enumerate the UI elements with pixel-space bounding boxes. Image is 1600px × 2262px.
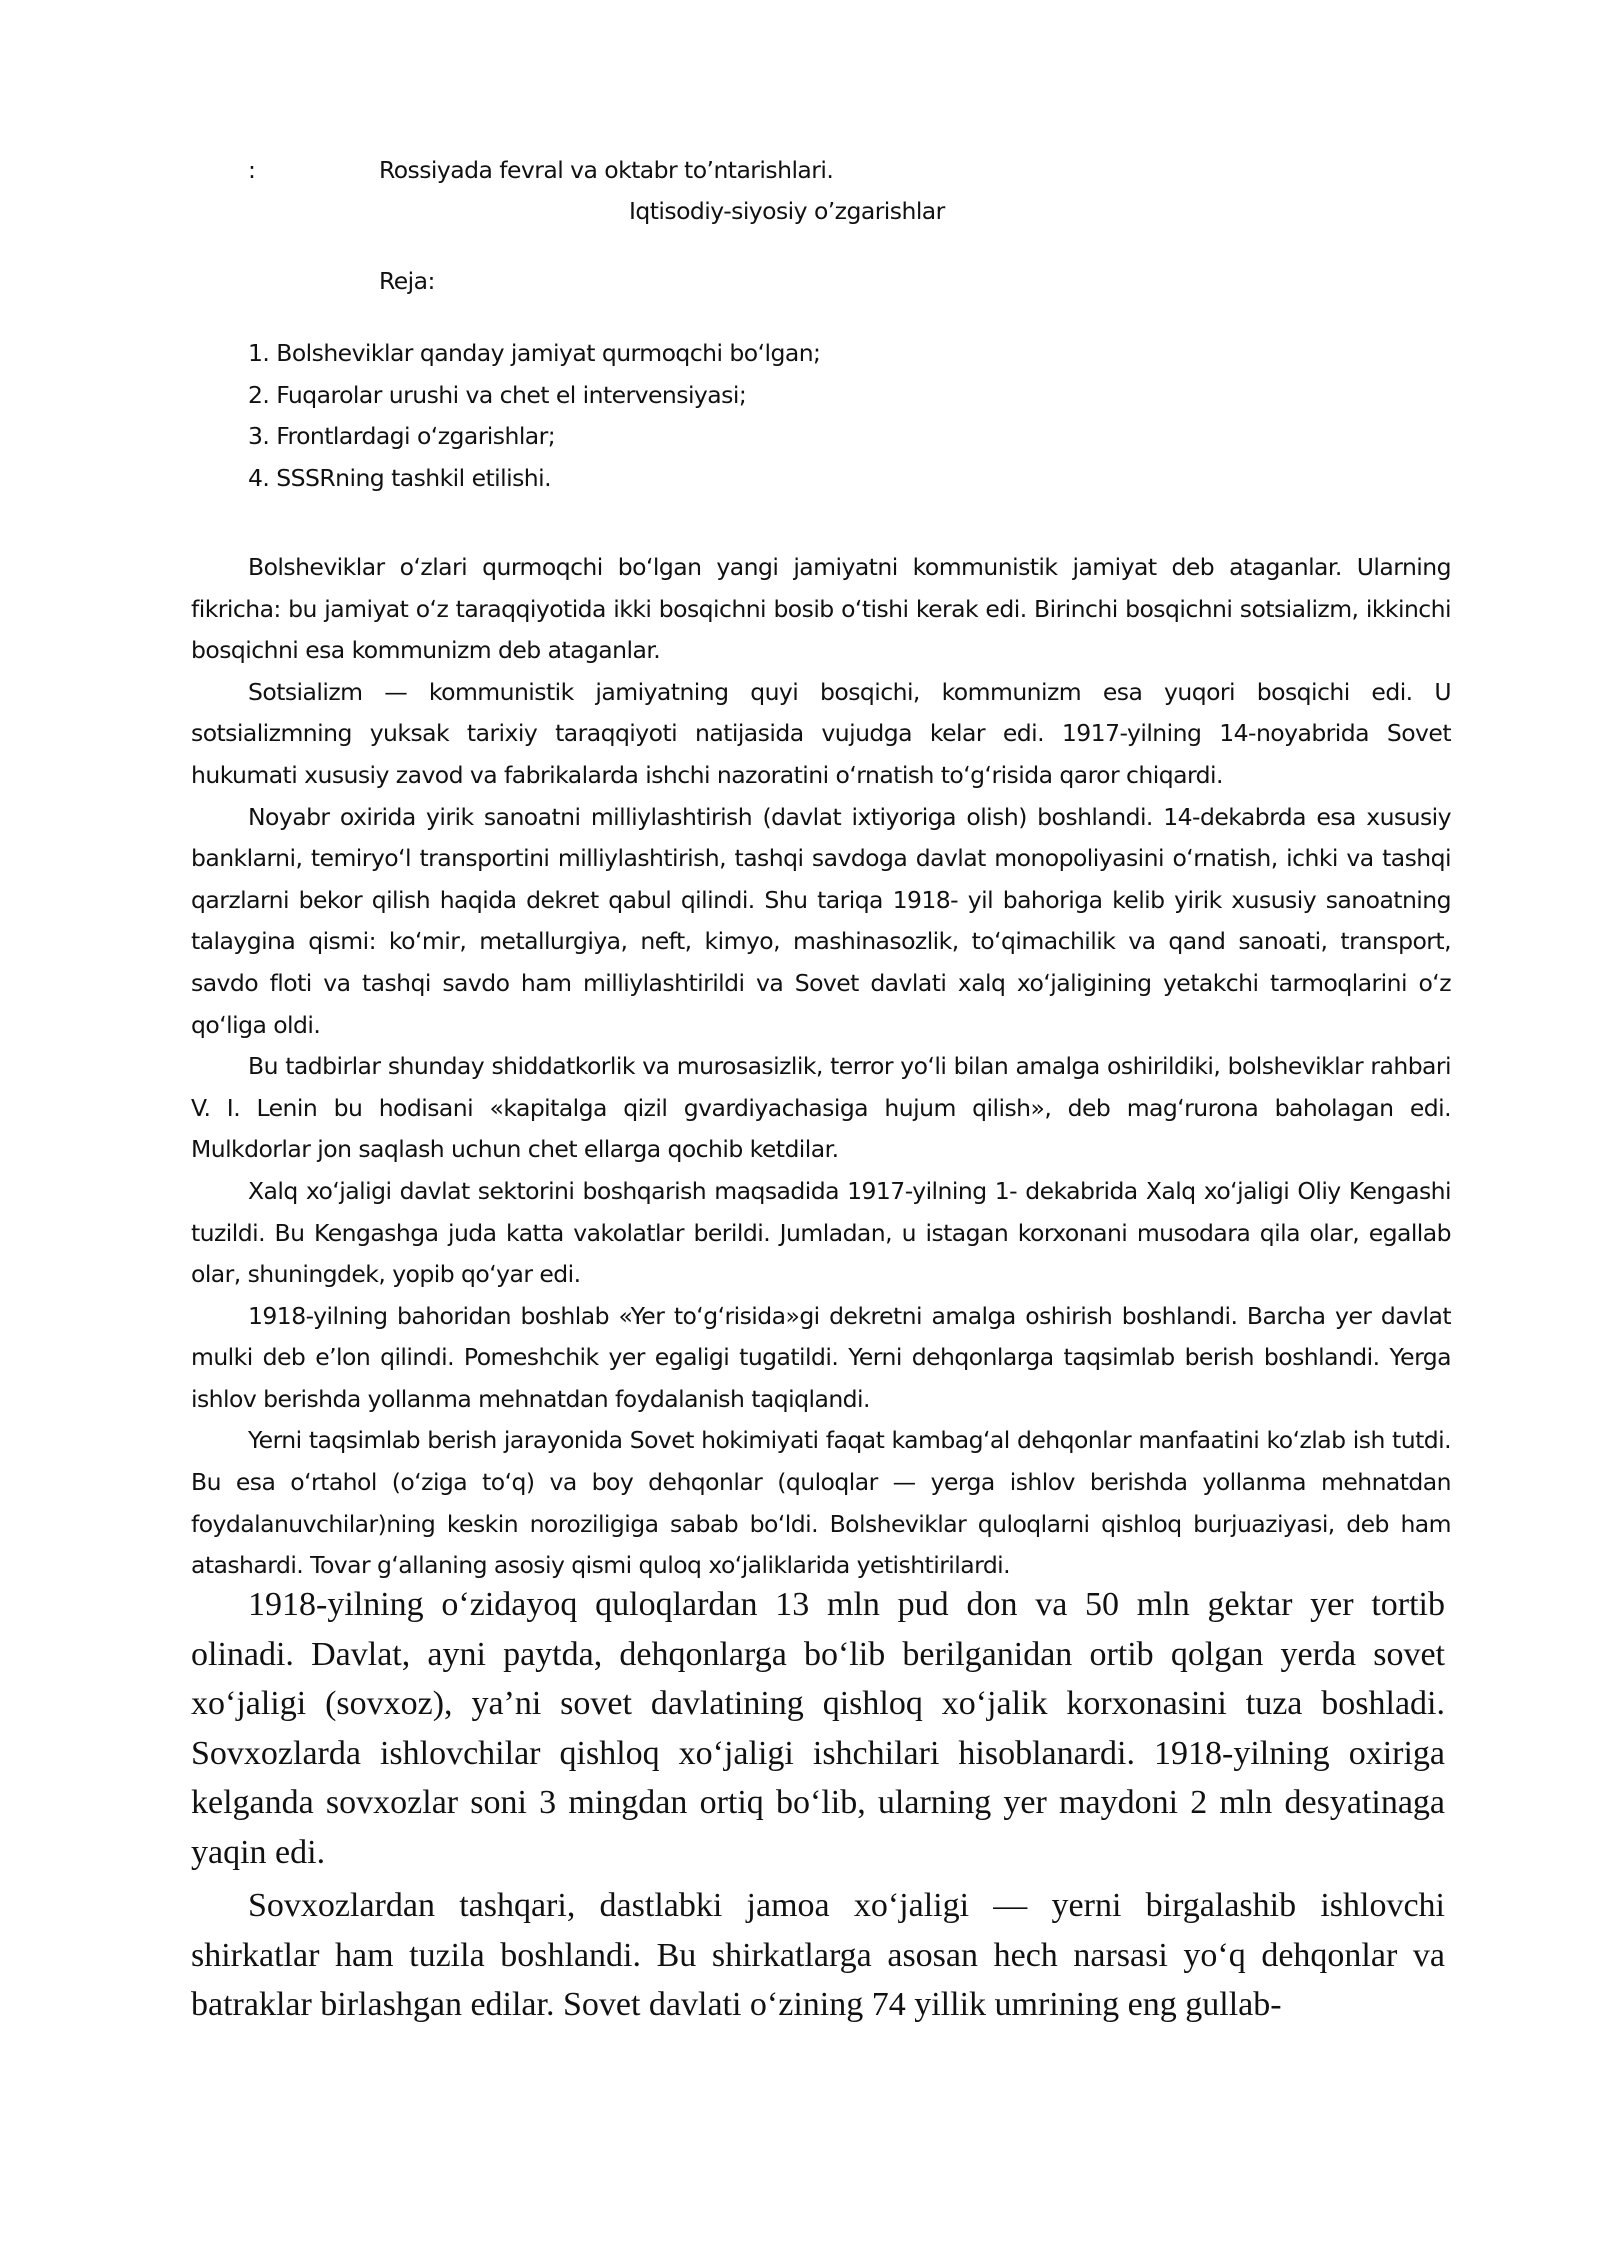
- paragraph: 1918-yilning bahoridan boshlab «Yer toʻgʻrisida»gi dekretni amalga oshirish boshlandi. Barcha yer davlat mulki deb e’lon qilindi. Pomeshchik yer egaligi tugatildi. Yerni dehqonlarga taqsimlab berish boshlandi. Yerga ishlov berishda yollanma mehnatdan foydalanish taqiqlandi.: [191, 1301, 1451, 1413]
- paragraph: 1918-yilning oʻzidayoq quloqlardan 13 mln pud don va 50 mln gektar yer tortib olinadi. Davlat, ayni paytda, dehqonlarga boʻlib berilganidan ortib qolgan yerda sovet xoʻjaligi (sovxoz), ya’ni sovet davlatining qishloq xoʻjalik korxonasini tuza boshladi. Sovxozlarda ishlovchilar qishloq xoʻjaligi ishchilari hisoblanardi. 1918-yilning oxiriga kelganda sovxozlar soni 3 mingdan ortiq boʻlib, ularning yer maydoni 2 mln desyatinaga yaqin edi.: [191, 1586, 1445, 1871]
- paragraph: Sovxozlardan tashqari, dastlabki jamoa xoʻjaligi — yerni birgalashib ishlovchi shirkatlar ham tuzila boshlandi. Bu shirkatlarga asosan hech narsasi yoʻq dehqonlar va batraklar birlashgan edilar. Sovet davlati oʻzining 74 yillik umrining eng gullab-: [191, 1887, 1445, 2023]
- topic-title: Rossiyada fevral va oktabr to’ntarishlari.: [379, 156, 834, 184]
- plan-heading: Reja:: [379, 267, 435, 295]
- paragraph: Sotsializm — kommunistik jamiyatning quyi bosqichi, kommunizm esa yuqori bosqichi edi. U sotsializmning yuksak tarixiy taraqqiyoti natijasida vujudga kelar edi. 1917-yilning 14-noyabrida Sovet hukumati xususiy zavod va fabrikalarda ishchi nazoratini oʻrnatish toʻgʻrisida qaror chiqardi.: [191, 677, 1451, 789]
- plan-item: 4. SSSRning tashkil etilishi.: [248, 463, 552, 492]
- body-text-small: [191, 547, 1451, 1587]
- plan-item: 1. Bolsheviklar qanday jamiyat qurmoqchi boʻlgan;: [248, 339, 821, 367]
- paragraph: Yerni taqsimlab berish jarayonida Sovet hokimiyati faqat kambagʻal dehqonlar manfaatini koʻzlab ish tutdi. Bu esa oʻrtahol (oʻziga toʻq) va boy dehqonlar (quloqlar — yerga ishlov berishda yollanma mehnatdan foydalanuvchilar)ning keskin noroziligiga sabab boʻldi. Bolsheviklar quloqlarni qishloq burjuaziyasi, deb ham atashardi. Tovar gʻallaning asosiy qismi quloq xoʻjaliklarida yetishtirilardi.: [191, 1426, 1451, 1580]
- paragraph: Bu tadbirlar shunday shiddatkorlik va murosasizlik, terror yoʻli bilan amalga oshirildiki, bolsheviklar rahbari V. I. Lenin bu hodisani «kapitalga qizil gvardiyachasiga hujum qilish», deb magʻrurona baholagan edi. Mulkdorlar jon saqlash uchun chet ellarga qochib ketdilar.: [191, 1052, 1451, 1164]
- plan-list: [248, 333, 820, 499]
- header-colon: :: [248, 156, 256, 184]
- paragraph: Xalq xoʻjaligi davlat sektorini boshqarish maqsadida 1917-yilning 1- dekabrida Xalq xoʻjaligi Oliy Kengashi tuzildi. Bu Kengashga juda katta vakolatlar berildi. Jumladan, u istagan korxonani musodara qila olar, egallab olar, shuningdek, yopib qoʻyar edi.: [191, 1176, 1451, 1289]
- body-text-large: [191, 1580, 1445, 2030]
- paragraph: Bolsheviklar oʻzlari qurmoqchi boʻlgan yangi jamiyatni kommunistik jamiyat deb ataganlar. Ularning fikricha: bu jamiyat oʻz taraqqiyotida ikki bosqichni bosib oʻtishi kerak edi. Birinchi bosqichni sotsializm, ikkinchi bosqichni esa kommunizm deb ataganlar.: [191, 553, 1451, 665]
- plan-item: 2. Fuqarolar urushi va chet el intervensiyasi;: [248, 380, 747, 409]
- plan-item: 3. Frontlardagi oʻzgarishlar;: [248, 422, 556, 450]
- topic-subtitle: Iqtisodiy-siyosiy o’zgarishlar: [629, 197, 945, 225]
- paragraph: Noyabr oxirida yirik sanoatni milliylashtirish (davlat ixtiyoriga olish) boshlandi. 14-dekabrda esa xususiy banklarni, temiryoʻl transportini milliylashtirish, tashqi savdoga davlat monopoliyasini oʻrnatish, ichki va tashqi qarzlarni bekor qilish haqida dekret qabul qilindi. Shu tariqa 1918- yil bahoriga kelib yirik xususiy sanoatning talaygina qismi: koʻmir, metallurgiya, neft, kimyo, mashinasozlik, toʻqimachilik va qand sanoati, transport, savdo floti va tashqi savdo ham milliylashtirildi va Sovet davlati xalq xoʻjaligining yetakchi tarmoqlarini oʻz qoʻliga oldi.: [191, 802, 1451, 1039]
